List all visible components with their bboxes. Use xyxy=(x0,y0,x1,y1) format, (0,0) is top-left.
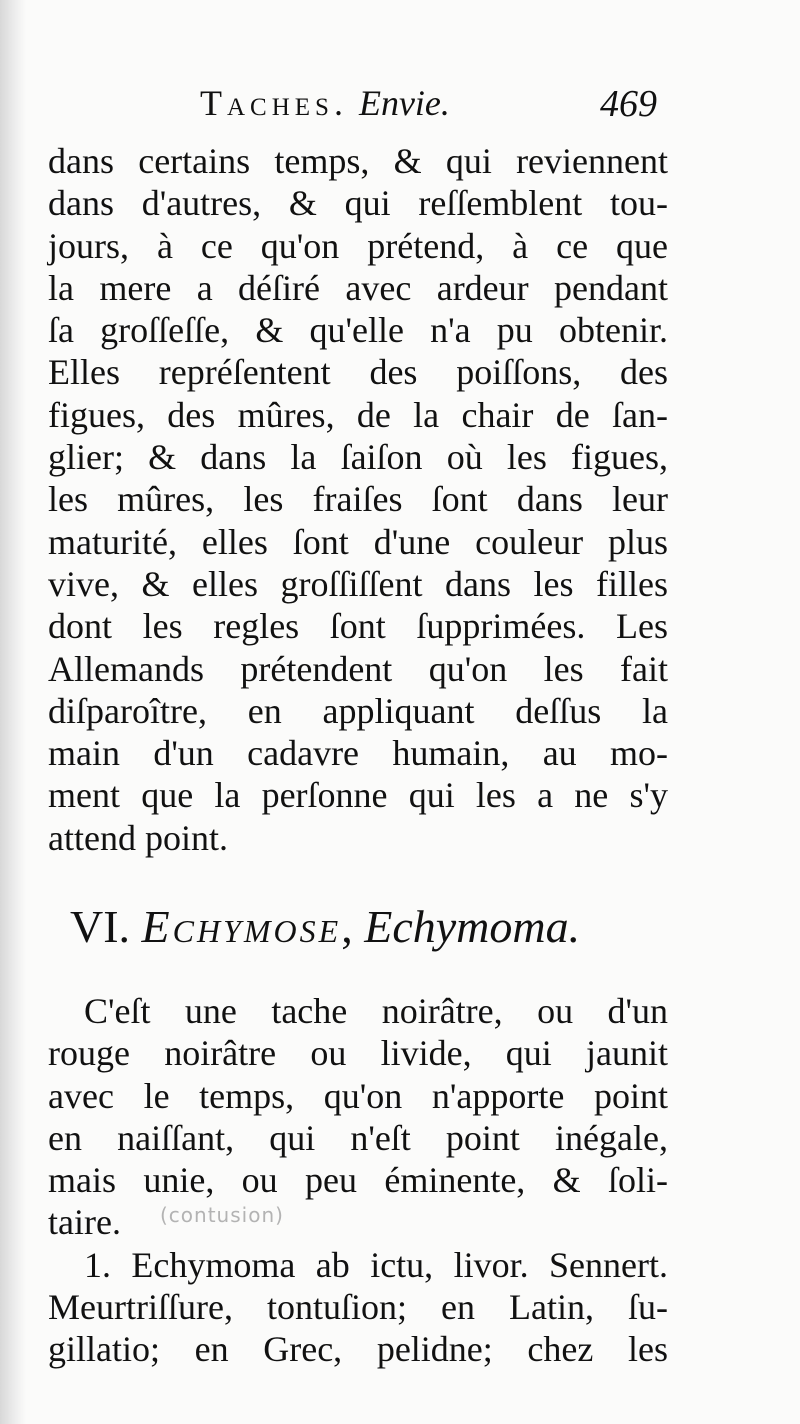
section-latin-name: Echymoma. xyxy=(364,901,581,952)
text-line: attend point. xyxy=(48,817,228,858)
text-line: avec le temps, qu'on n'apporte point xyxy=(48,1075,668,1116)
text-line: glier; & dans la ſaiſon où les figues, xyxy=(48,437,668,478)
text-line: mais unie, ou peu éminente, & ſoli- xyxy=(48,1160,668,1201)
section-heading xyxy=(70,900,580,953)
text-line: en naiſſant, qui n'eſt point inégale, xyxy=(48,1117,668,1158)
text-line: Meurtriſſure, tontuſion; en Latin, ſu- xyxy=(48,1287,668,1328)
text-line: 1. Echymoma ab ictu, livor. Sennert. xyxy=(84,1244,668,1285)
text-line: diſparoître, en appliquant deſſus la xyxy=(48,690,668,731)
text-line: Elles repréſentent des poiſſons, des xyxy=(48,352,668,393)
paragraph-1 xyxy=(48,140,668,859)
text-line: taire. xyxy=(48,1202,121,1243)
section-name: Echymose xyxy=(141,901,342,952)
text-line: Allemands prétendent qu'on les fait xyxy=(48,648,668,689)
running-head-main: Taches. xyxy=(200,83,348,123)
text-line: la mere a déſiré avec ardeur pendant xyxy=(48,267,668,308)
pencil-annotation: (contusion) xyxy=(160,1203,284,1227)
text-line: ment que la perſonne qui les a ne s'y xyxy=(48,775,668,816)
text-line: dont les regles ſont ſupprimées. Les xyxy=(48,606,668,647)
text-line: maturité, elles ſont d'une couleur plus xyxy=(48,521,668,562)
text-line: vive, & elles groſſiſſent dans les filles xyxy=(48,563,668,604)
text-line: jours, à ce qu'on prétend, à ce que xyxy=(48,225,668,266)
page-header xyxy=(200,82,680,132)
running-head-sub: Envie. xyxy=(358,83,450,123)
text-line: rouge noirâtre ou livide, qui jaunit xyxy=(48,1033,668,1074)
text-line: ſa groſſeſſe, & qu'elle n'a pu obtenir. xyxy=(48,310,668,351)
paragraph-2 xyxy=(48,990,668,1371)
text-line: les mûres, les fraiſes ſont dans leur xyxy=(48,479,668,520)
page-number: 469 xyxy=(600,83,657,125)
text-line: dans d'autres, & qui reſſemblent tou- xyxy=(48,183,668,224)
text-line: dans certains temps, & qui reviennent xyxy=(48,141,668,181)
section-number: VI. xyxy=(70,901,131,952)
text-line: figues, des mûres, de la chair de ſan- xyxy=(48,394,668,435)
page-gutter xyxy=(0,0,26,1424)
text-line: C'eſt une tache noirâtre, ou d'un xyxy=(84,991,668,1031)
section-separator: , xyxy=(341,901,353,952)
running-head xyxy=(200,82,450,124)
text-line: main d'un cadavre humain, au mo- xyxy=(48,733,668,774)
text-line: gillatio; en Grec, pelidne; chez les xyxy=(48,1329,668,1370)
